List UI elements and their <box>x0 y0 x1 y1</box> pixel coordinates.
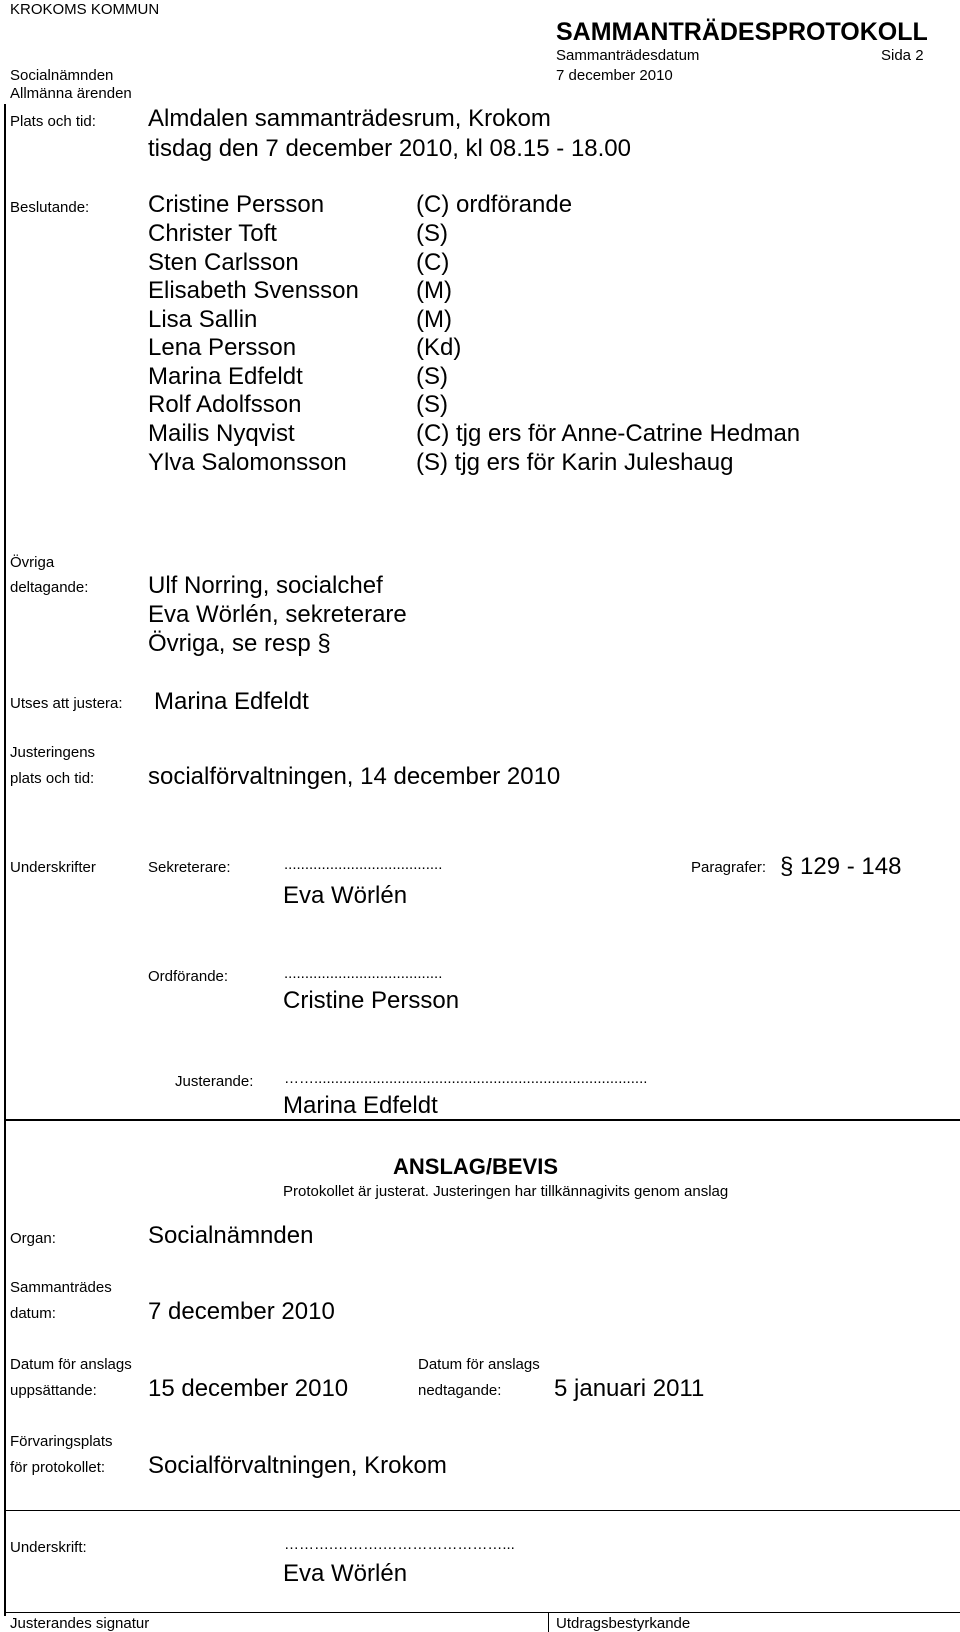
chair-name: Cristine Persson <box>283 987 460 1014</box>
member-name: Rolf Adolfsson <box>148 391 302 418</box>
signature-label: Underskrift: <box>10 1539 87 1556</box>
others-line: Ulf Norring, socialchef <box>148 572 383 599</box>
others-label-1: Övriga <box>10 554 55 571</box>
member-name: Lisa Sallin <box>148 306 258 333</box>
category: Allmänna ärenden <box>10 85 132 102</box>
adjuster-label: Utses att justera: <box>10 695 123 712</box>
date-label: Sammanträdesdatum <box>556 47 700 64</box>
adjuster-value: Marina Edfeldt <box>154 688 309 715</box>
paragraphs-value: § 129 - 148 <box>780 853 902 880</box>
notice-subtitle: Protokollet är justerat. Justeringen har tillkännagivits genom anslag <box>283 1183 729 1200</box>
meeting-date-label-1: Sammanträdes <box>10 1279 112 1296</box>
member-role: (S) <box>416 391 448 418</box>
paragraphs-label: Paragrafer: <box>691 859 767 876</box>
member-role: (M) <box>416 277 452 304</box>
member-name: Christer Toft <box>148 220 277 247</box>
removed-label-1: Datum för anslags <box>418 1356 540 1373</box>
member-role: (S) <box>416 220 448 247</box>
member-role: (Kd) <box>416 334 462 361</box>
meeting-date-label-2: datum: <box>10 1305 56 1322</box>
secretary-label: Sekreterare: <box>148 859 231 876</box>
secretary-name: Eva Wörlén <box>283 882 408 909</box>
footer-left: Justerandes signatur <box>10 1615 150 1632</box>
place-label: Plats och tid: <box>10 113 96 130</box>
member-name: Cristine Persson <box>148 191 325 218</box>
meeting-date-value: 7 december 2010 <box>148 1298 335 1325</box>
signature-name: Eva Wörlén <box>283 1560 408 1587</box>
member-role: (C) tjg ers för Anne-Catrine Hedman <box>416 420 801 447</box>
meeting-date: 7 december 2010 <box>556 67 673 84</box>
member-role: (M) <box>416 306 452 333</box>
posted-value: 15 december 2010 <box>148 1375 349 1402</box>
organ-value: Socialnämnden <box>148 1222 314 1249</box>
adjuster-sign-label: Justerande: <box>175 1073 254 1090</box>
member-name: Elisabeth Svensson <box>148 277 359 304</box>
removed-value: 5 januari 2011 <box>554 1375 705 1402</box>
signature-line: ……….……….……………………... <box>284 1536 515 1553</box>
storage-label-2: för protokollet: <box>10 1459 106 1476</box>
signatures-label: Underskrifter <box>10 859 96 876</box>
municipality-name: KROKOMS KOMMUN <box>10 1 160 18</box>
committee-name: Socialnämnden <box>10 67 114 84</box>
removed-label-2: nedtagande: <box>418 1382 502 1399</box>
member-name: Sten Carlsson <box>148 249 299 276</box>
chair-label: Ordförande: <box>148 968 229 985</box>
section-divider <box>4 1119 960 1121</box>
notice-title: ANSLAG/BEVIS <box>393 1154 559 1179</box>
footer-divider <box>4 1612 960 1613</box>
adjust-when-label-1: Justeringens <box>10 744 96 761</box>
chair-signature-line: ...................................... <box>284 965 443 982</box>
member-name: Mailis Nyqvist <box>148 420 295 447</box>
member-role: (S) tjg ers för Karin Juleshaug <box>416 449 734 476</box>
secretary-signature-line: ...................................... <box>284 856 443 873</box>
storage-label-1: Förvaringsplats <box>10 1433 113 1450</box>
adjust-when-label-2: plats och tid: <box>10 770 95 787</box>
others-label-2: deltagande: <box>10 579 89 596</box>
others-line: Övriga, se resp § <box>148 630 331 657</box>
footer-right: Utdragsbestyrkande <box>556 1615 691 1632</box>
member-role: (S) <box>416 363 448 390</box>
others-line: Eva Wörlén, sekreterare <box>148 601 407 628</box>
member-name: Marina Edfeldt <box>148 363 303 390</box>
member-role: (C) ordförande <box>416 191 573 218</box>
page-number: Sida 2 <box>881 47 924 64</box>
adjuster-name: Marina Edfeldt <box>283 1092 438 1119</box>
storage-value: Socialförvaltningen, Krokom <box>148 1452 447 1479</box>
place-line-1: Almdalen sammanträdesrum, Krokom <box>148 105 551 132</box>
organ-label: Organ: <box>10 1230 56 1247</box>
document-title: SAMMANTRÄDESPROTOKOLL <box>556 18 928 46</box>
decision-makers-label: Beslutande: <box>10 199 90 216</box>
member-role: (C) <box>416 249 450 276</box>
footer-separator <box>548 1612 549 1632</box>
adjuster-signature-line: ……................................................................................ <box>284 1070 648 1087</box>
member-name: Ylva Salomonsson <box>148 449 347 476</box>
place-line-2: tisdag den 7 december 2010, kl 08.15 - 18.00 <box>148 135 631 162</box>
posted-label-1: Datum för anslags <box>10 1356 132 1373</box>
signature-divider <box>4 1510 960 1511</box>
adjust-when-value: socialförvaltningen, 14 december 2010 <box>148 763 561 790</box>
left-border <box>4 104 6 1616</box>
member-name: Lena Persson <box>148 334 297 361</box>
posted-label-2: uppsättande: <box>10 1382 97 1399</box>
